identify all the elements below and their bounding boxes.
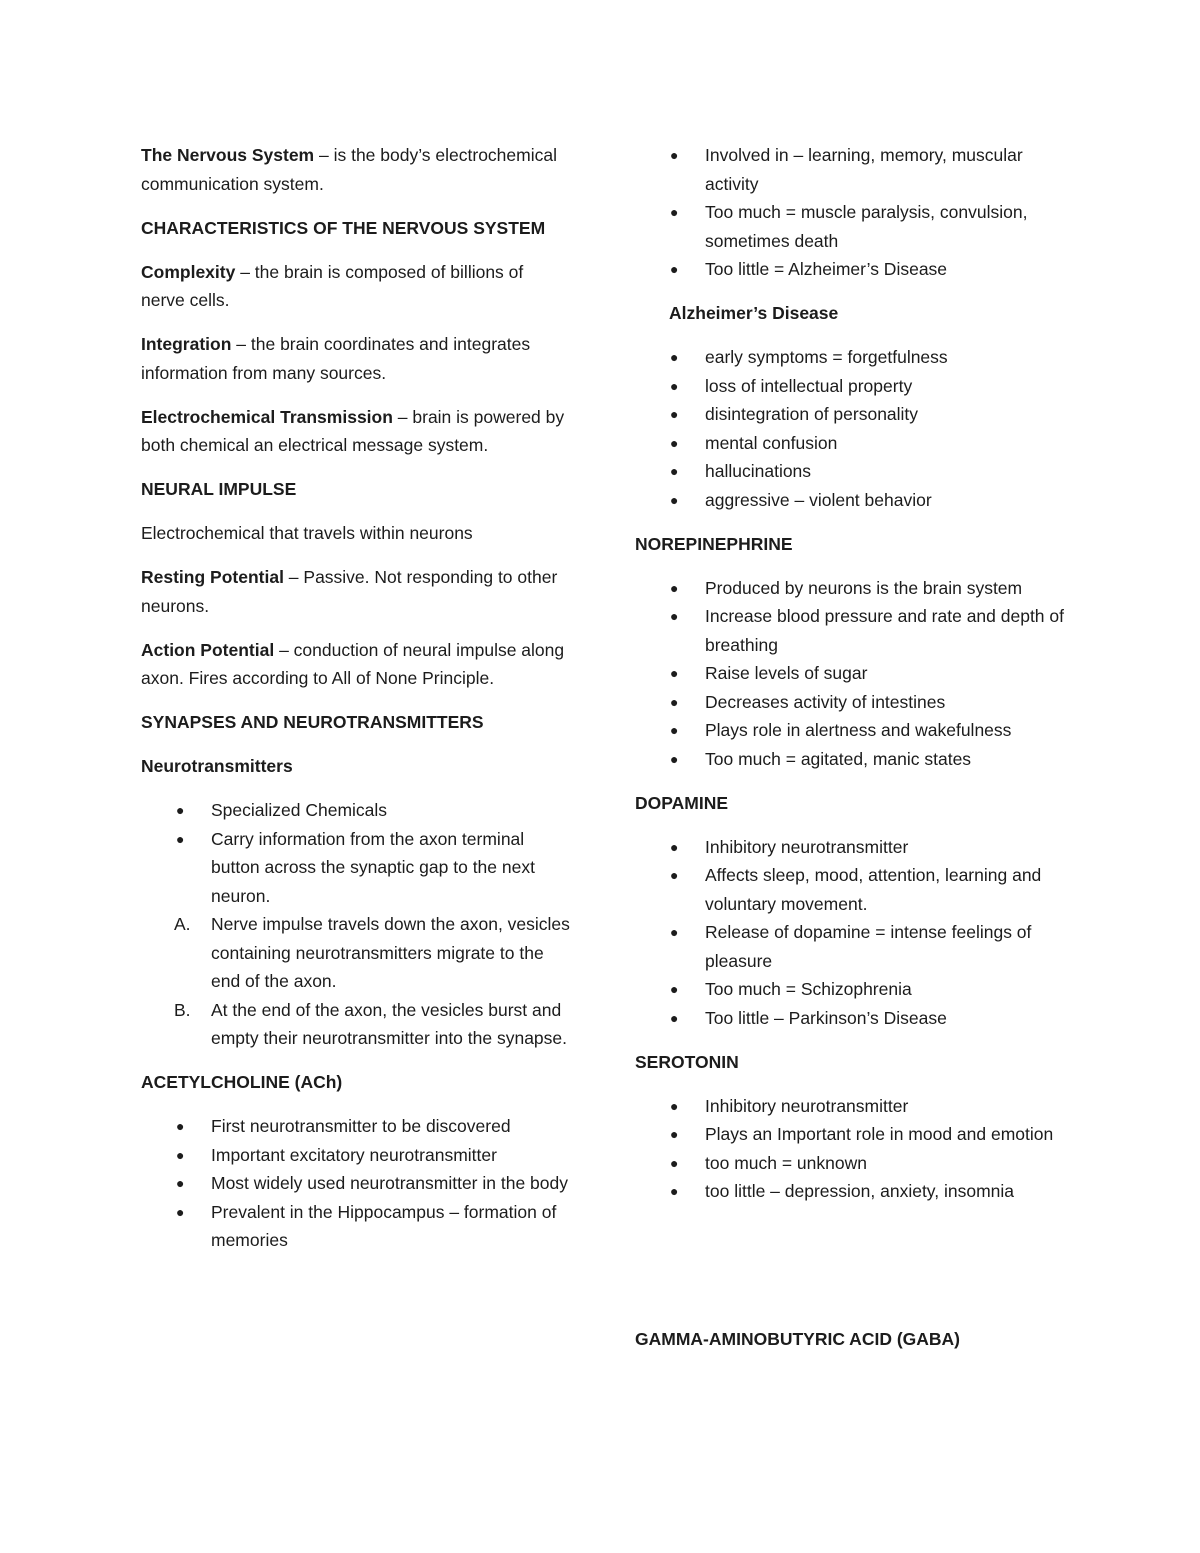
right-column	[635, 141, 1075, 1369]
left-column	[141, 141, 571, 1270]
list-item-text: At the end of the axon, the vesicles burst and empty their neurotransmitter into the synapse.	[211, 999, 568, 1048]
integration-term: Integration	[141, 334, 232, 354]
list-item-text: Too little – Parkinson’s Disease	[705, 1007, 947, 1028]
list-item-text: too little – depression, anxiety, insomnia	[705, 1181, 1015, 1201]
bullet-icon: ●	[670, 434, 679, 451]
electro-term: Electrochemical Transmission	[141, 406, 393, 427]
list-item	[141, 910, 571, 996]
list-item-text: disintegration of personality	[705, 404, 919, 424]
electro-text: – brain is powered by both chemical an electrical message system.	[141, 406, 565, 455]
list-item	[635, 372, 1075, 401]
alzheimers-heading	[669, 299, 1075, 328]
intro-term: The Nervous System	[141, 145, 315, 165]
list-item-text: Release of dopamine = intense feelings of pleasure	[705, 922, 1032, 971]
list-item	[635, 198, 1075, 255]
bullet-icon: ●	[670, 406, 679, 422]
neuro-steps-list	[141, 910, 571, 1053]
list-item	[635, 1092, 1075, 1121]
bullet-icon: ●	[670, 981, 679, 997]
list-item-text: hallucinations	[705, 461, 812, 481]
list-item	[635, 457, 1075, 486]
dopamine-heading	[635, 789, 1075, 818]
bullet-icon: ●	[670, 1154, 679, 1171]
bullet-icon: ●	[670, 1183, 679, 1199]
list-item	[635, 1120, 1075, 1149]
norepinephrine-heading-text: NOREPINEPHRINE	[635, 533, 793, 554]
bullet-icon: ●	[670, 608, 679, 624]
bullet-icon: ●	[176, 1203, 185, 1220]
bullet-icon: ●	[176, 1175, 185, 1191]
action-term: Action Potential	[141, 639, 275, 660]
complexity-text: – the brain is composed of billions of nerve cells.	[141, 261, 524, 310]
step-marker: A.	[174, 914, 191, 934]
spacer	[635, 1221, 1075, 1325]
resting-paragraph	[141, 563, 571, 620]
list-item	[141, 1169, 571, 1198]
neural-heading	[141, 475, 571, 504]
list-item	[635, 659, 1075, 688]
list-item-text: early symptoms = forgetfulness	[705, 347, 948, 367]
list-item-text: loss of intellectual property	[705, 375, 913, 396]
ach-continued-list	[635, 141, 1075, 284]
action-paragraph	[141, 636, 571, 693]
list-item-text: Inhibitory neurotransmitter	[705, 1095, 909, 1116]
intro-paragraph	[141, 141, 571, 198]
ach-list	[141, 1112, 571, 1255]
bullet-icon: ●	[670, 1009, 679, 1026]
bullet-icon: ●	[670, 722, 679, 738]
list-item	[635, 918, 1075, 975]
list-item	[635, 861, 1075, 918]
list-item-text: Too much = agitated, manic states	[705, 748, 972, 769]
list-item	[635, 833, 1075, 862]
norepinephrine-heading	[635, 530, 1075, 559]
neurotransmitters-heading	[141, 752, 571, 781]
list-item-text: Affects sleep, mood, attention, learning and voluntary movement.	[705, 865, 1042, 914]
list-item-text: Increase blood pressure and rate and depth of breathing	[705, 606, 1064, 655]
ach-heading-text: ACETYLCHOLINE (ACh)	[141, 1072, 343, 1092]
list-item	[635, 1177, 1075, 1206]
serotonin-heading	[635, 1048, 1075, 1077]
bullet-icon: ●	[670, 750, 679, 767]
list-item	[141, 1198, 571, 1255]
characteristics-heading-text: CHARACTERISTICS OF THE NERVOUS SYSTEM	[141, 217, 546, 238]
intro-text: – is the body’s electrochemical communication system.	[141, 145, 557, 194]
integration-text: – the brain coordinates and integrates information from many sources.	[141, 334, 531, 383]
list-item	[635, 602, 1075, 659]
list-item	[635, 745, 1075, 774]
list-item-text: Raise levels of sugar	[705, 663, 868, 683]
bullet-icon: ●	[670, 147, 679, 163]
complexity-paragraph	[141, 258, 571, 315]
bullet-icon: ●	[670, 838, 679, 855]
list-item-text: Produced by neurons is the brain system	[705, 577, 1023, 598]
bullet-icon: ●	[670, 491, 679, 508]
list-item-text: Too little = Alzheimer’s Disease	[705, 259, 948, 279]
bullet-icon: ●	[670, 261, 679, 277]
action-text: – conduction of neural impulse along axon. Fires according to All of None Principle.	[141, 639, 565, 688]
bullet-icon: ●	[670, 867, 679, 883]
list-item-text: Specialized Chemicals	[211, 800, 388, 820]
list-item-text: Prevalent in the Hippocampus – formation of memories	[211, 1201, 557, 1250]
serotonin-list	[635, 1092, 1075, 1206]
alzheimers-list	[635, 343, 1075, 514]
bullet-icon: ●	[670, 204, 679, 220]
list-item-text: Most widely used neurotransmitter in the body	[211, 1173, 568, 1193]
norepinephrine-list	[635, 574, 1075, 774]
bullet-icon: ●	[176, 1118, 185, 1134]
list-item	[141, 825, 571, 911]
list-item-text: Too much = muscle paralysis, convulsion, sometimes death	[705, 202, 1028, 251]
serotonin-heading-text: SEROTONIN	[635, 1051, 739, 1072]
list-item	[635, 486, 1075, 515]
list-item-text: Too much = Schizophrenia	[705, 979, 912, 999]
list-item	[635, 975, 1075, 1004]
resting-term: Resting Potential	[141, 567, 284, 587]
bullet-icon: ●	[670, 377, 679, 394]
list-item	[141, 1141, 571, 1170]
neurotransmitters-heading-text: Neurotransmitters	[141, 756, 293, 776]
bullet-icon: ●	[670, 579, 679, 596]
list-item-text: aggressive – violent behavior	[705, 489, 932, 510]
synapses-heading-text: SYNAPSES AND NEUROTRANSMITTERS	[141, 712, 484, 732]
list-item	[635, 343, 1075, 372]
list-item-text: mental confusion	[705, 432, 838, 453]
list-item	[635, 141, 1075, 198]
neuro-list	[141, 796, 571, 910]
list-item-text: Carry information from the axon terminal button across the synaptic gap to the next neuron.	[211, 828, 535, 906]
bullet-icon: ●	[176, 1146, 185, 1163]
neural-text: Electrochemical that travels within neurons	[141, 523, 473, 543]
list-item	[635, 1004, 1075, 1033]
dopamine-list	[635, 833, 1075, 1033]
bullet-icon: ●	[176, 830, 185, 847]
list-item	[635, 688, 1075, 717]
bullet-icon: ●	[670, 349, 679, 365]
list-item-text: Plays an Important role in mood and emotion	[705, 1124, 1054, 1144]
bullet-icon: ●	[670, 463, 679, 479]
list-item-text: Nerve impulse travels down the axon, vesicles containing neurotransmitters migrate to the end of the axon.	[211, 914, 570, 991]
synapses-heading	[141, 708, 571, 737]
list-item	[635, 574, 1075, 603]
list-item-text: Important excitatory neurotransmitter	[211, 1144, 497, 1165]
characteristics-heading	[141, 214, 571, 243]
gaba-heading-text: GAMMA-AMINOBUTYRIC ACID (GABA)	[635, 1329, 961, 1349]
list-item	[635, 1149, 1075, 1178]
complexity-term: Complexity	[141, 261, 236, 282]
list-item	[635, 255, 1075, 284]
list-item-text: Involved in – learning, memory, muscular activity	[705, 145, 1023, 194]
list-item-text: First neurotransmitter to be discovered	[211, 1116, 511, 1136]
list-item-text: Inhibitory neurotransmitter	[705, 836, 909, 857]
gaba-heading	[635, 1325, 1075, 1354]
list-item	[141, 796, 571, 825]
list-item-text: too much = unknown	[705, 1152, 867, 1173]
list-item	[141, 996, 571, 1053]
step-marker: B.	[174, 999, 191, 1020]
list-item-text: Decreases activity of intestines	[705, 691, 946, 712]
neural-heading-text: NEURAL IMPULSE	[141, 479, 297, 499]
dopamine-heading-text: DOPAMINE	[635, 792, 729, 813]
bullet-icon: ●	[670, 665, 679, 681]
integration-paragraph	[141, 330, 571, 387]
list-item-text: Plays role in alertness and wakefulness	[705, 720, 1012, 740]
ach-heading	[141, 1068, 571, 1097]
bullet-icon: ●	[670, 693, 679, 710]
bullet-icon: ●	[176, 802, 185, 818]
bullet-icon: ●	[670, 1097, 679, 1114]
alzheimers-heading-text: Alzheimer’s Disease	[669, 303, 839, 323]
list-item	[141, 1112, 571, 1141]
resting-text: – Passive. Not responding to other neurons.	[141, 567, 558, 616]
bullet-icon: ●	[670, 924, 679, 940]
electro-paragraph	[141, 403, 571, 460]
list-item	[635, 400, 1075, 429]
list-item	[635, 716, 1075, 745]
bullet-icon: ●	[670, 1126, 679, 1142]
list-item	[635, 429, 1075, 458]
